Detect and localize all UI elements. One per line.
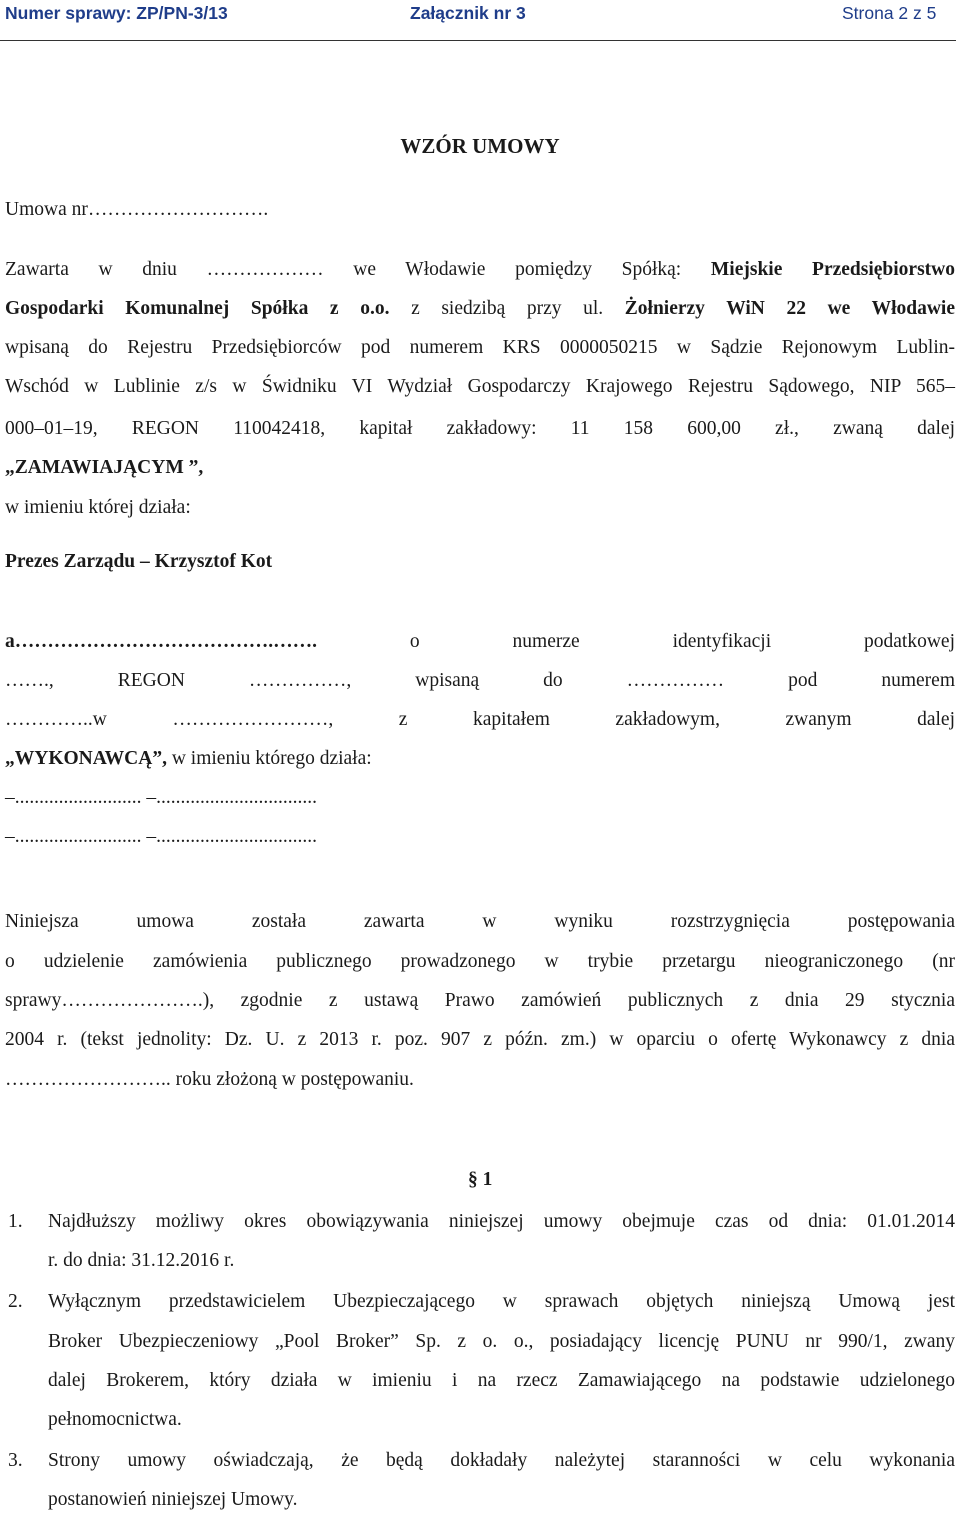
item-1-line-2: r. do dnia: 31.12.2016 r. [48, 1250, 235, 1271]
item-3-line-2: postanowień niniejszej Umowy. [48, 1489, 298, 1510]
contracting-authority-label: „ZAMAWIAJĄCYM ”, [5, 457, 204, 478]
preamble-line-3: sprawy………………….), zgodnie z ustawą Prawo zamówień publicznych z dnia 29 stycznia [5, 990, 955, 1011]
preamble-line-5: …………………….. roku złożoną w postępowaniu. [5, 1069, 414, 1090]
contractor-label: „WYKONAWCĄ”, w imieniu którego działa: [5, 748, 372, 769]
section-heading: § 1 [468, 1169, 493, 1190]
preamble-line-1: Niniejsza umowa została zawarta w wyniku rozstrzygnięcia postępowania [5, 911, 955, 932]
contractor-line-1: a………………………………….……. o numerze identyfikacji podatkowej [5, 631, 956, 652]
attachment-label: Załącznik nr 3 [410, 3, 526, 23]
item-2-line-2: Broker Ubezpieczeniowy „Pool Broker” Sp. z o. o., posiadający licencję PUNU nr 990/1, zwany [48, 1331, 955, 1352]
header-rule [0, 40, 956, 41]
item-number: 2. [8, 1291, 23, 1312]
contractor-signatory-2: –.......................... –................................. [5, 826, 317, 847]
represented-by-label: w imieniu której działa: [5, 497, 191, 518]
contractor-line-2: ……., REGON ……………, wpisaną do …………… pod numerem [5, 670, 955, 691]
parties-line-1: Zawarta w dniu ……………… we Włodawie pomiędzy Spółką: Miejskie Przedsiębiorstwo [5, 259, 955, 280]
contractor-line-3: …………..w ……………………, z kapitałem zakładowym, zwanym dalej [5, 709, 955, 730]
contractor-signatory-1: –.......................... –................................. [5, 787, 317, 808]
page-indicator: Strona 2 z 5 [842, 3, 937, 23]
president-line: Prezes Zarządu – Krzysztof Kot [5, 551, 273, 572]
contract-number: Umowa nr………………………. [5, 199, 269, 220]
case-number: Numer sprawy: ZP/PN-3/13 [5, 3, 228, 23]
parties-line-2: Gospodarki Komunalnej Spółka z o.o. z siedzibą przy ul. Żołnierzy WiN 22 we Włodawie [5, 298, 955, 319]
item-number: 1. [8, 1211, 23, 1232]
preamble-line-4: 2004 r. (tekst jednolity: Dz. U. z 2013 r. poz. 907 z późn. zm.) w oparciu o ofertę Wykonawcy z dnia [5, 1029, 955, 1050]
item-2-line-4: pełnomocnictwa. [48, 1409, 182, 1430]
item-1-line-1: Najdłuższy możliwy okres obowiązywania niniejszej umowy obejmuje czas od dnia: 01.01.2014 [48, 1211, 955, 1232]
item-2-line-3: dalej Brokerem, który działa w imieniu i na rzecz Zamawiającego na podstawie udzielonego [48, 1370, 955, 1391]
item-3-line-1: Strony umowy oświadczają, że będą dokładały należytej staranności w celu wykonania [48, 1450, 955, 1471]
parties-line-3: wpisaną do Rejestru Przedsiębiorców pod numerem KRS 0000050215 w Sądzie Rejonowym Lublin- [5, 337, 955, 358]
document-title: WZÓR UMOWY [400, 134, 560, 158]
item-2-line-1: Wyłącznym przedstawicielem Ubezpieczającego w sprawach objętych niniejszą Umową jest [48, 1291, 955, 1312]
item-number: 3. [8, 1450, 23, 1471]
parties-line-5: 000–01–19, REGON 110042418, kapitał zakładowy: 11 158 600,00 zł., zwaną dalej [5, 418, 955, 439]
parties-line-4: Wschód w Lublinie z/s w Świdniku VI Wydział Gospodarczy Krajowego Rejestru Sądowego, NIP 565– [5, 376, 955, 397]
preamble-line-2: o udzielenie zamówienia publicznego prowadzonego w trybie przetargu nieograniczonego (nr [5, 951, 955, 972]
